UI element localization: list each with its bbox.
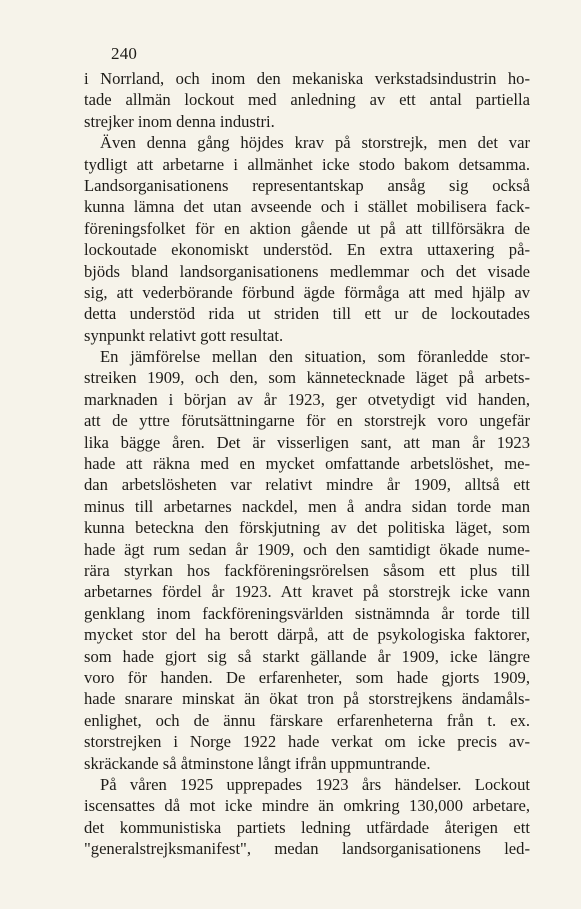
text-line: detta understöd rida ut striden till ett ur de lockoutades bbox=[84, 304, 530, 324]
text-line: mycket stor del ha berott därpå, att de psykologiska faktorer, bbox=[84, 625, 530, 645]
text-line: det kommunistiska partiets ledning utfärdade återigen ett bbox=[84, 817, 530, 837]
text-line: lika bägge åren. Det är visserligen sant, att man år 1923 bbox=[84, 432, 530, 452]
paragraph bbox=[84, 132, 530, 346]
text-line: iscensattes då mot icke mindre än omkring 130,000 arbetare, bbox=[84, 796, 530, 816]
text-line: kunna lämna det utan avseende och i stället mobilisera fack- bbox=[84, 197, 530, 217]
page-number: 240 bbox=[111, 44, 138, 63]
text-line: kunna beteckna den förskjutning av det politiska läget, som bbox=[84, 518, 530, 538]
paragraph bbox=[84, 346, 530, 774]
paragraph bbox=[84, 774, 530, 860]
text-line: Landsorganisationens representantskap ansåg sig också bbox=[84, 175, 530, 195]
text-line: att de yttre förutsättningarne för en storstrejk voro ungefär bbox=[84, 411, 530, 431]
text-line: "generalstrejksmanifest", medan landsorganisationens led- bbox=[84, 839, 530, 859]
text-line: genklang inom fackföreningsvärlden sistnämnda år torde till bbox=[84, 603, 530, 623]
text-line: storstrejken i Norge 1922 hade verkat om icke precis av- bbox=[84, 732, 530, 752]
text-line: arbetarnes fördel år 1923. Att kravet på storstrejk icke vann bbox=[84, 582, 530, 602]
text-line: i Norrland, och inom den mekaniska verkstadsindustrin ho- bbox=[84, 69, 530, 88]
text-line: skräckande så åtminstone långt ifrån uppmuntrande. bbox=[84, 753, 431, 773]
text-line: En jämförelse mellan den situation, som föranledde stor- bbox=[100, 347, 530, 367]
text-line: marknaden i början av år 1923, ger otvetydigt vid handen, bbox=[84, 389, 530, 409]
text-line: som hade gjort sig så starkt gällande år 1909, icke längre bbox=[84, 646, 530, 666]
text-line: På våren 1925 upprepades 1923 års händelser. Lockout bbox=[100, 774, 530, 794]
text-line: minus till arbetarnes nackdel, men å andra sidan torde man bbox=[84, 496, 530, 516]
text-line: enlighet, och de ännu färskare erfarenheterna från t. ex. bbox=[84, 710, 530, 730]
text-line: sig, att vederbörande förbund ägde förmåga att med hjälp av bbox=[84, 282, 530, 302]
text-line: hade ägt rum sedan år 1909, och den samtidigt ökade nume- bbox=[84, 539, 530, 559]
text-line: Även denna gång höjdes krav på storstrejk, men det var bbox=[100, 133, 530, 153]
text-line: synpunkt relativt gott resultat. bbox=[84, 325, 284, 345]
text-line: bjöds bland landsorganisationens medlemmar och det visade bbox=[84, 261, 530, 281]
text-line: föreningsfolket för en aktion gående ut på att tillförsäkra de bbox=[84, 218, 530, 238]
text-line: dan arbetslösheten var relativt mindre år 1909, alltså ett bbox=[84, 475, 530, 495]
text-line: voro för handen. De erfarenheter, som hade gjorts 1909, bbox=[84, 667, 530, 687]
text-line: lockoutade ekonomiskt understöd. En extra uttaxering på- bbox=[84, 240, 530, 260]
body-text bbox=[84, 68, 530, 859]
text-line: rära styrkan hos fackföreningsrörelsen såsom ett plus till bbox=[84, 560, 530, 580]
text-line: hade snarare minskat än ökat tron på storstrejkens ändamåls- bbox=[84, 689, 530, 709]
text-line: hade att räkna med en mycket omfattande arbetslöshet, me- bbox=[84, 454, 530, 474]
paragraph bbox=[84, 68, 530, 132]
text-line: streiken 1909, och den, som kännetecknade läget på arbets- bbox=[84, 368, 530, 388]
text-line: tydligt att arbetarne i allmänhet icke stodo bakom detsamma. bbox=[84, 154, 530, 174]
text-line: tade allmän lockout med anledning av ett antal partiella bbox=[84, 90, 530, 110]
text-line: strejker inom denna industri. bbox=[84, 111, 275, 131]
